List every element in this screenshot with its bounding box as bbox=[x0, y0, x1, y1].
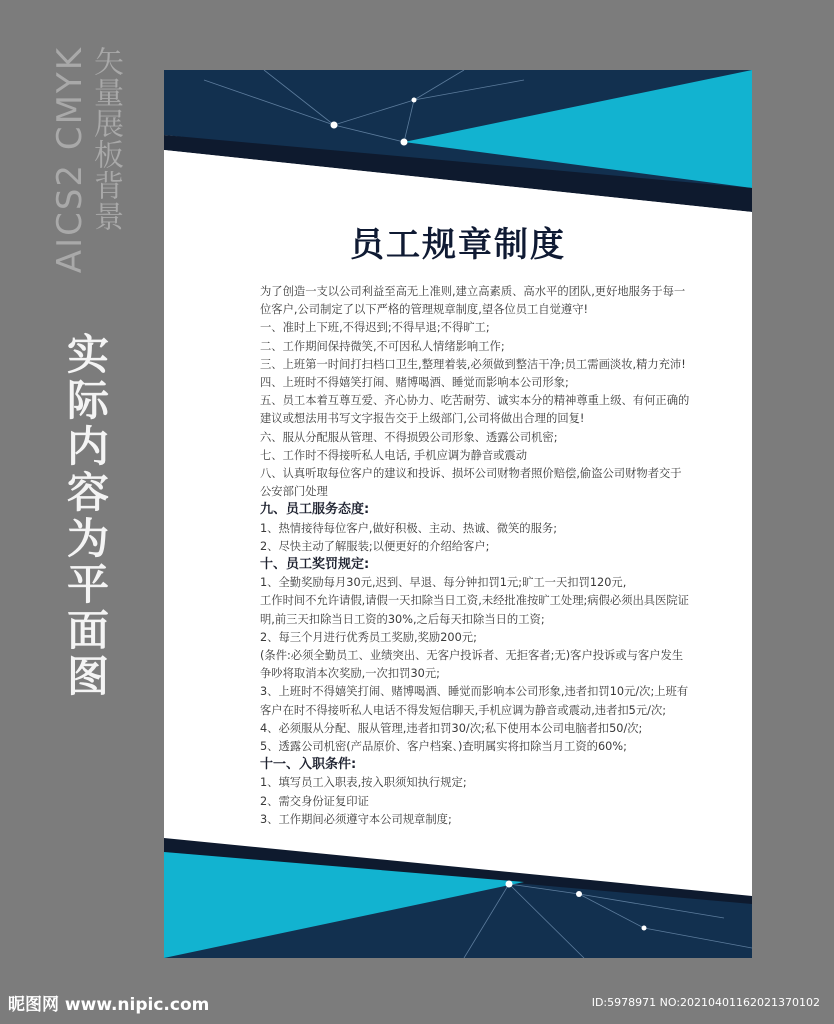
page-title: 员工规章制度 bbox=[350, 225, 566, 265]
paragraph: 八、认真听取每位客户的建议和投诉、损坏公司财物者照价赔偿,偷盗公司财物者交于公安部门处理 bbox=[260, 467, 682, 499]
paragraph: 2、尽快主动了解服装;以便更好的介绍给客户; bbox=[260, 539, 490, 553]
document-body bbox=[260, 283, 692, 829]
paragraph: 三、上班第一时间打扫档口卫生,整理着装,必须做到整洁干净;员工需画淡妆,精力充沛! bbox=[260, 357, 686, 371]
side-caption-cn: 矢量展板背景 bbox=[88, 46, 123, 232]
section-heading: 十、员工奖罚规定: bbox=[260, 557, 370, 573]
watermark-site: 昵图网 www.nipic.com bbox=[8, 995, 210, 1015]
paragraph: 1、热情接待每位客户,做好积极、主动、热诚、微笑的服务; bbox=[260, 521, 558, 535]
paragraph: 为了创造一支以公司利益至高无上准则,建立高素质、高水平的团队,更好地服务于每一位客户,公司制定了以下严格的管理规章制度,望各位员工自觉遵守! bbox=[260, 285, 686, 317]
section-heading: 九、员工服务态度: bbox=[260, 502, 370, 518]
paragraph: 一、准时上下班,不得迟到;不得早退;不得旷工; bbox=[260, 321, 490, 335]
bottom-decoration bbox=[164, 838, 752, 958]
paragraph: 1、填写员工入职表,按入职须知执行规定; bbox=[260, 776, 467, 790]
paragraph: 5、透露公司机密(产品原价、客户档案、)查明属实将扣除当月工资的60%; bbox=[260, 740, 627, 754]
paragraph: 七、工作时不得接听私人电话, 手机应调为静音或震动 bbox=[260, 448, 528, 462]
paragraph: 4、必须服从分配、服从管理,违者扣罚30/次;私下使用本公司电脑者扣50/次; bbox=[260, 721, 643, 735]
paragraph: 五、员工本着互尊互爱、齐心协力、吃苦耐劳、诚实本分的精神尊重上级、有何正确的建议或想法用书写文字报告交于上级部门,公司将做出合理的回复! bbox=[260, 394, 690, 426]
top-decoration bbox=[164, 70, 752, 240]
paragraph: 3、工作期间必须遵守本公司规章制度; bbox=[260, 812, 452, 826]
paragraph: (条件:必须全勤员工、业绩突出、无客户投诉者、无拒客者;无)客户投诉或与客户发生争吵将取消本次奖励,一次扣罚30元; bbox=[260, 649, 684, 681]
paragraph: 二、工作期间保持微笑,不可因私人情绪影响工作; bbox=[260, 339, 505, 353]
watermark-id: ID:5978971 NO:20210401162021370102 bbox=[591, 996, 820, 1009]
poster-board bbox=[164, 70, 752, 958]
paragraph: 六、服从分配服从管理、不得损毁公司形象、透露公司机密; bbox=[260, 430, 558, 444]
side-caption-en: AICS2 CMYK bbox=[50, 46, 90, 274]
paragraph: 3、上班时不得嬉笑打闹、赌博喝酒、睡觉而影响本公司形象,违者扣罚10元/次;上班有客户在时不得接听私人电话不得发短信聊天,手机应调为静音或震动,违者扣5元/次; bbox=[260, 685, 689, 717]
side-big-caption: 实际内容为平面图 bbox=[61, 332, 110, 700]
paragraph: 工作时间不允许请假,请假一天扣除当日工资,未经批准按旷工处理;病假必须出具医院证明,前三天扣除当日工资的30%,之后每天扣除当日的工资; bbox=[260, 594, 689, 626]
paragraph: 2、需交身份证复印证 bbox=[260, 794, 369, 808]
paragraph: 四、上班时不得嬉笑打闹、赌博喝酒、睡觉而影响本公司形象; bbox=[260, 376, 569, 390]
paragraph: 2、每三个月进行优秀员工奖励,奖励200元; bbox=[260, 630, 477, 644]
section-heading: 十一、入职条件: bbox=[260, 757, 357, 773]
paragraph: 1、全勤奖励每月30元,迟到、早退、每分钟扣罚1元;旷工一天扣罚120元, bbox=[260, 576, 627, 590]
